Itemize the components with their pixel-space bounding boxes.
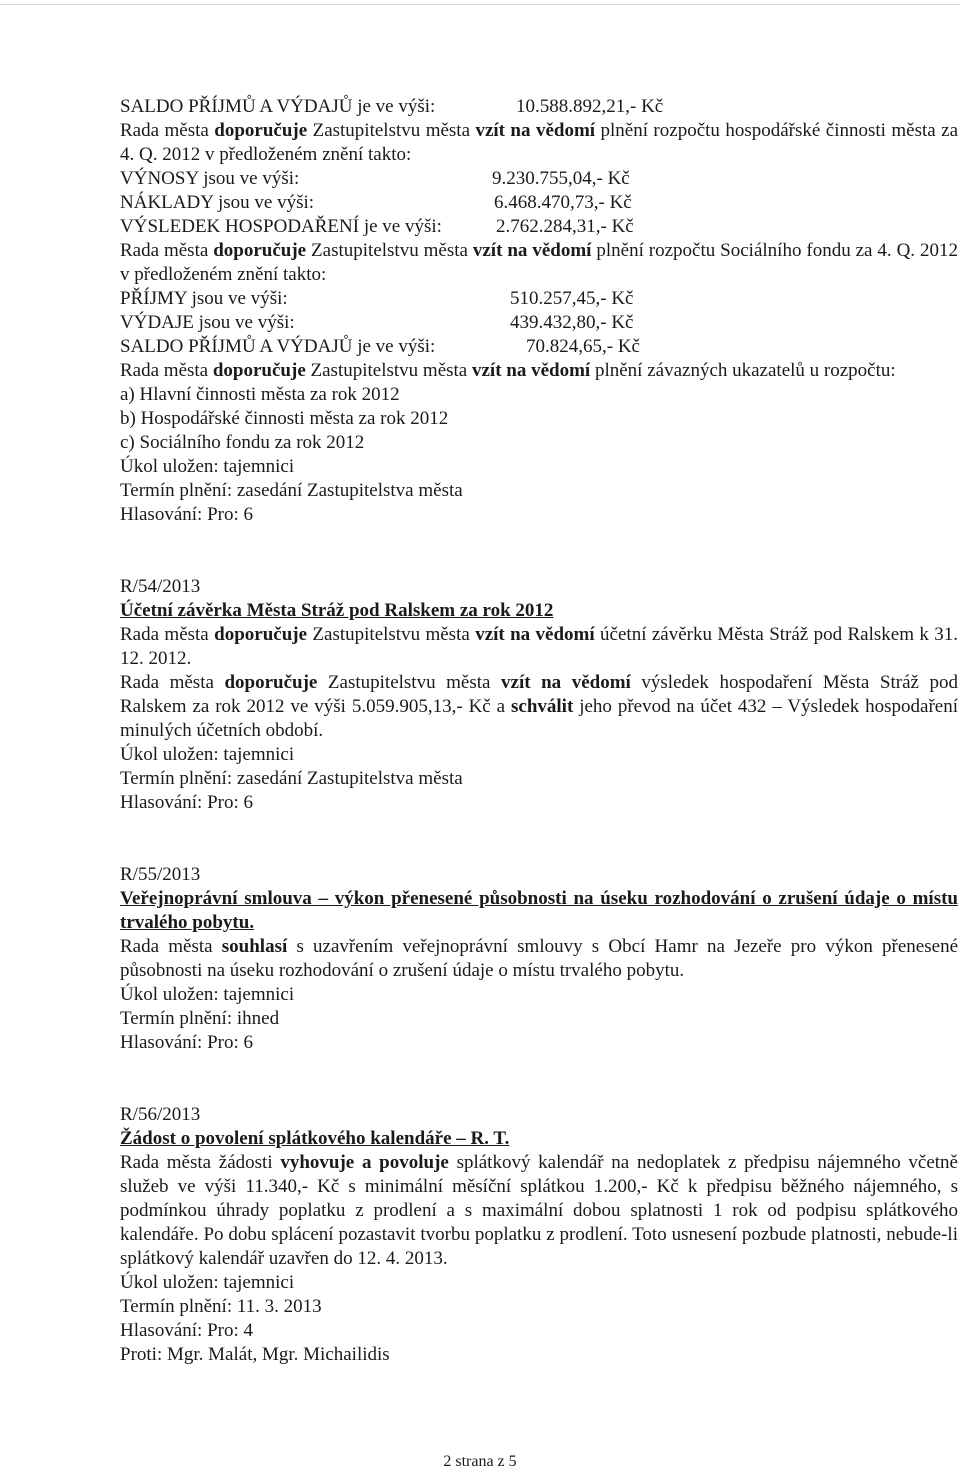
amount-label: PŘÍJMY jsou ve výši: <box>120 288 288 309</box>
amount-value: 510.257,45,- Kč <box>510 288 634 309</box>
resolution-id: R/55/2013 <box>120 864 201 885</box>
text: Zastupitelstvu města <box>317 672 502 693</box>
deadline: Termín plnění: zasedání Zastupitelstva města <box>120 480 463 501</box>
amount-value: 9.230.755,04,- Kč <box>492 168 630 189</box>
verb: vyhovuje a povoluje <box>280 1152 449 1173</box>
text: Rada města <box>120 240 214 261</box>
text: Rada města <box>120 672 225 693</box>
saldo-label: SALDO PŘÍJMŮ A VÝDAJŮ je ve výši: <box>120 96 436 117</box>
against: Proti: Mgr. Malát, Mgr. Michailidis <box>120 1344 390 1365</box>
amount-value: 439.432,80,- Kč <box>510 312 634 333</box>
verb: schválit <box>511 696 574 717</box>
list-item: b) Hospodářské činnosti města za rok 2012 <box>120 408 449 429</box>
resolution-id: R/56/2013 <box>120 1104 201 1125</box>
amount-row <box>120 167 958 191</box>
amount-label: VÝNOSY jsou ve výši: <box>120 168 300 189</box>
verb: vzít na vědomí <box>475 120 596 141</box>
voting: Hlasování: Pro: 4 <box>120 1320 253 1341</box>
text: Rada města žádosti <box>120 1152 281 1173</box>
text: Rada města <box>120 936 222 957</box>
amount-value: 2.762.284,31,- Kč <box>496 216 634 237</box>
verb: vzít na vědomí <box>475 624 595 645</box>
resolution-title: Veřejnoprávní smlouva – výkon přenesené působnosti na úseku rozhodování o zrušení údaje o místu trvalého pobytu. <box>120 888 958 933</box>
text: Zastupitelstvu města <box>306 240 473 261</box>
amount-row <box>120 215 958 239</box>
text: splátkový kalendář na nedoplatek z předpisu nájemného včetně služeb ve výši 11.340,- Kč s minimální měsíční splátkou 1.200,- Kč k předpisu běžného nájemného, s podmínkou úhrady poplatku z prodlení a s maximální dobou splatnosti 1 rok od podpisu splátkového kalendáře. Po dobu splácení pozastavit tvorbu poplatku z prodlení. Toto usnesení pozbude platnosti, nebude-li splátkový kalendář uzavřen do 12. 4. 2013. <box>120 1152 958 1269</box>
spacer <box>120 527 958 575</box>
resolution-id: R/54/2013 <box>120 576 201 597</box>
resolution-paragraph <box>120 359 958 383</box>
text: Rada města <box>120 360 213 381</box>
voting: Hlasování: Pro: 6 <box>120 792 253 813</box>
resolution-paragraph <box>120 239 958 287</box>
verb: doporučuje <box>214 120 308 141</box>
voting: Hlasování: Pro: 6 <box>120 1032 253 1053</box>
resolution-title: Žádost o povolení splátkového kalendáře – R. T. <box>120 1128 510 1149</box>
resolution-paragraph <box>120 119 958 167</box>
task-assigned: Úkol uložen: tajemnici <box>120 1272 295 1293</box>
verb: doporučuje <box>224 672 318 693</box>
resolution-paragraph <box>120 623 958 671</box>
amount-label: SALDO PŘÍJMŮ A VÝDAJŮ je ve výši: <box>120 336 436 357</box>
amount-value: 6.468.470,73,- Kč <box>494 192 632 213</box>
spacer <box>120 1055 958 1103</box>
text: Zastupitelstvu města <box>307 120 476 141</box>
verb: vzít na vědomí <box>501 672 631 693</box>
task-assigned: Úkol uložen: tajemnici <box>120 456 295 477</box>
resolution-title: Účetní závěrka Města Stráž pod Ralskem za rok 2012 <box>120 600 554 621</box>
text: plnění rozpočtu hospodářské činnosti města za 4. Q. 2012 v předloženém znění takto: <box>120 120 959 165</box>
verb: souhlasí <box>221 936 288 957</box>
verb: vzít na vědomí <box>472 240 592 261</box>
verb: doporučuje <box>212 360 306 381</box>
spacer <box>120 815 958 863</box>
text: Zastupitelstvu města <box>305 360 472 381</box>
resolution-paragraph <box>120 1151 958 1271</box>
amount-label: VÝDAJE jsou ve výši: <box>120 312 295 333</box>
text: plnění rozpočtu Sociálního fondu za 4. Q. 2012 v předloženém znění takto: <box>120 240 958 285</box>
amount-row <box>120 287 958 311</box>
text: s uzavřením veřejnoprávní smlouvy s Obcí Hamr na Jezeře pro výkon přenesené působnosti na úseku rozhodování o zrušení údaje o místu trvalého pobytu. <box>120 936 958 981</box>
text: Zastupitelstvu města <box>307 624 476 645</box>
document-page <box>120 95 958 1367</box>
amount-row <box>120 191 958 215</box>
list-item: a) Hlavní činnosti města za rok 2012 <box>120 384 400 405</box>
voting: Hlasování: Pro: 6 <box>120 504 253 525</box>
deadline: Termín plnění: 11. 3. 2013 <box>120 1296 322 1317</box>
resolution-paragraph <box>120 935 958 983</box>
saldo-value: 10.588.892,21,- Kč <box>516 96 664 117</box>
amount-row <box>120 335 958 359</box>
task-assigned: Úkol uložen: tajemnici <box>120 984 295 1005</box>
text: jeho převod na účet 432 – Výsledek hospodaření minulých účetních období. <box>120 696 958 741</box>
verb: doporučuje <box>213 240 307 261</box>
page-number: 2 strana z 5 <box>443 1453 517 1470</box>
resolution-paragraph <box>120 671 958 743</box>
deadline: Termín plnění: zasedání Zastupitelstva města <box>120 768 463 789</box>
text: Rada města <box>120 624 215 645</box>
verb: vzít na vědomí <box>472 360 591 381</box>
amount-row <box>120 311 958 335</box>
amount-label: VÝSLEDEK HOSPODAŘENÍ je ve výši: <box>120 216 442 237</box>
top-rule <box>0 4 960 5</box>
text: plnění závazných ukazatelů u rozpočtu: <box>590 360 896 381</box>
deadline: Termín plnění: ihned <box>120 1008 280 1029</box>
task-assigned: Úkol uložen: tajemnici <box>120 744 295 765</box>
text: výsledek hospodaření Města Stráž pod Ralskem za rok 2012 ve výši 5.059.905,13,- Kč a <box>120 672 958 717</box>
amount-label: NÁKLADY jsou ve výši: <box>120 192 315 213</box>
text: Rada města <box>120 120 215 141</box>
list-item: c) Sociálního fondu za rok 2012 <box>120 432 365 453</box>
saldo-row <box>120 95 958 119</box>
text: účetní závěrku Města Stráž pod Ralskem k 31. 12. 2012. <box>120 624 959 669</box>
verb: doporučuje <box>214 624 308 645</box>
amount-value: 70.824,65,- Kč <box>526 336 640 357</box>
